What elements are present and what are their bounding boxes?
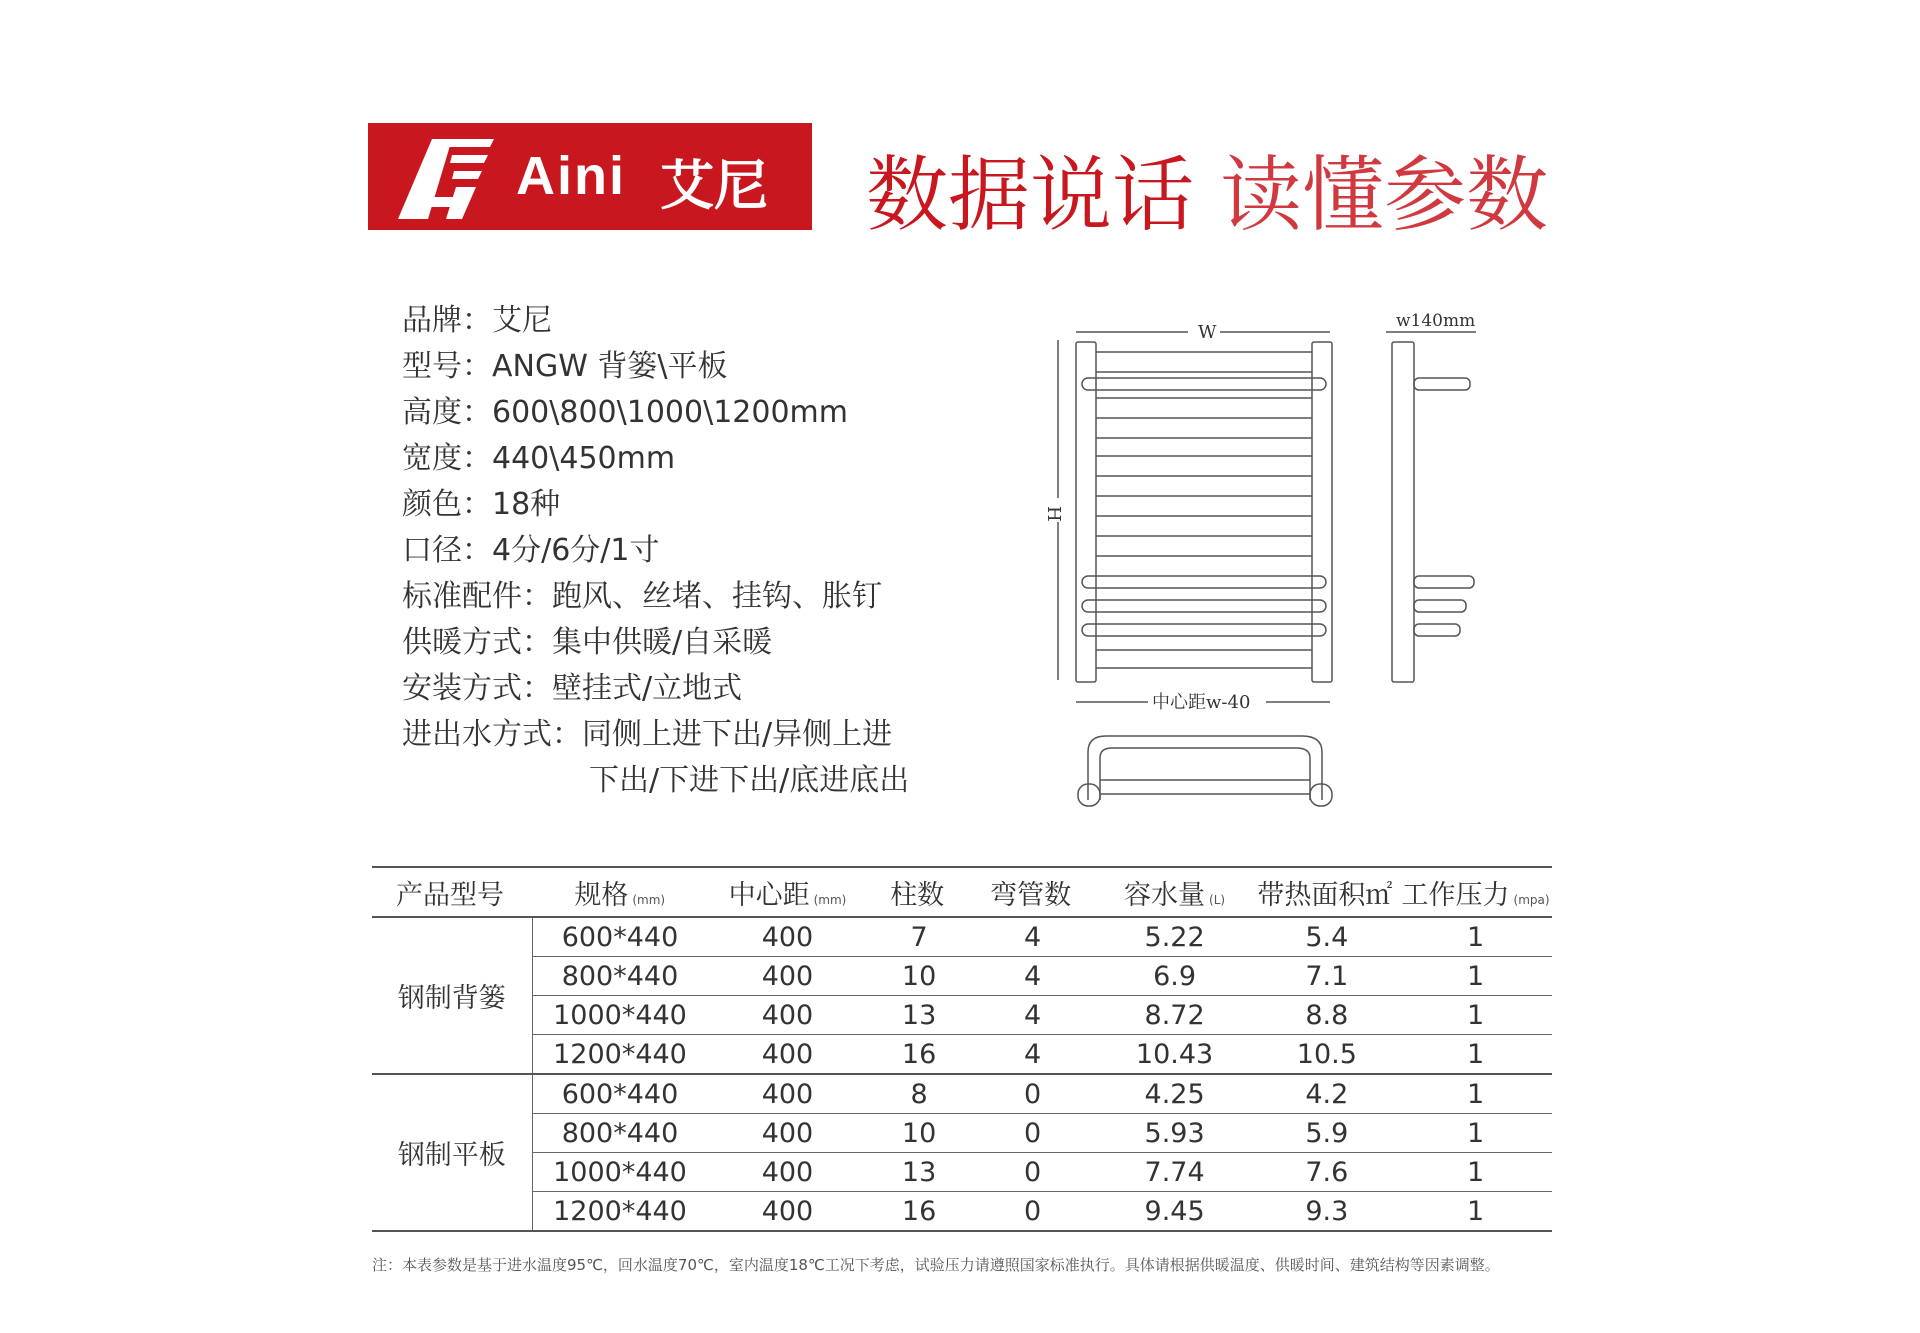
col-header: 柱数 (867, 867, 970, 917)
spec-row-heating: 供暖方式：集中供暖/自采暖 (402, 625, 773, 660)
spec-list (402, 298, 909, 804)
dim-depth-label: w140mm (1396, 311, 1476, 331)
col-header: 容水量 (L) (1095, 867, 1255, 917)
col-header: 中心距 (mm) (707, 867, 867, 917)
spec-table (372, 866, 1552, 1232)
dim-h-label: H (1043, 506, 1064, 522)
col-header: 弯管数 (971, 867, 1095, 917)
col-header: 工作压力 (mpa) (1399, 867, 1552, 917)
logo-a-mark-icon (390, 133, 500, 223)
logo-brand-text: Aini (516, 146, 626, 206)
spec-row-caliber: 口径：4分/6分/1寸 (402, 533, 660, 568)
headline (866, 130, 1548, 247)
headline-sub: 读懂参数 (1220, 148, 1549, 243)
footnote: 注：本表参数是基于进水温度95℃，回水温度70℃，室内温度18℃工况下考虑，试验压力请遵照国家标准执行。具体请根据供暖温度、供暖时间、建筑结构等因素调整。 (372, 1256, 1500, 1274)
spec-row-accessories: 标准配件：跑风、丝堵、挂钩、胀钉 (402, 579, 882, 614)
table-row: 1000*440 400 13 0 7.74 7.6 1 (372, 1153, 1552, 1192)
table-row: 钢制平板 600*440 400 8 0 4.25 4.2 1 (372, 1074, 1552, 1114)
spec-row-brand: 品牌：艾尼 (402, 303, 552, 338)
table-row: 1200*440 400 16 0 9.45 9.3 1 (372, 1192, 1552, 1232)
spec-row-install: 安装方式：壁挂式/立地式 (402, 671, 743, 706)
table-row: 1000*440 400 13 4 8.72 8.8 1 (372, 996, 1552, 1035)
table-row: 800*440 400 10 0 5.93 5.9 1 (372, 1114, 1552, 1153)
col-header: 产品型号 (372, 867, 532, 917)
spec-row-water-cont: 下出/下进下出/底进底出 (589, 763, 910, 798)
headline-main: 数据说话 (866, 148, 1195, 243)
table-row: 1200*440 400 16 4 10.43 10.5 1 (372, 1035, 1552, 1075)
table-row: 钢制背篓 600*440 400 7 4 5.22 5.4 1 (372, 917, 1552, 957)
group-label: 钢制背篓 (372, 917, 532, 1074)
col-header: 规格 (mm) (532, 867, 707, 917)
brand-logo (368, 123, 812, 230)
spec-row-color: 颜色：18种 (402, 487, 561, 522)
dim-center-label: 中心距w-40 (1152, 692, 1251, 713)
group-label: 钢制平板 (372, 1074, 532, 1231)
spec-row-model: 型号：ANGW 背篓\平板 (402, 349, 728, 384)
logo-cn-text: 艾尼 (660, 154, 768, 217)
table-row: 800*440 400 10 4 6.9 7.1 1 (372, 957, 1552, 996)
spec-row-width: 宽度：440\450mm (402, 441, 676, 476)
dim-w-label: W (1198, 322, 1217, 343)
col-header: 带热面积㎡ (1255, 867, 1400, 917)
spec-row-height: 高度：600\800\1000\1200mm (402, 395, 848, 430)
spec-row-water: 进出水方式：同侧上进下出/异侧上进 (402, 717, 893, 752)
radiator-diagram (1040, 300, 1480, 820)
table-header-row (372, 867, 1552, 917)
